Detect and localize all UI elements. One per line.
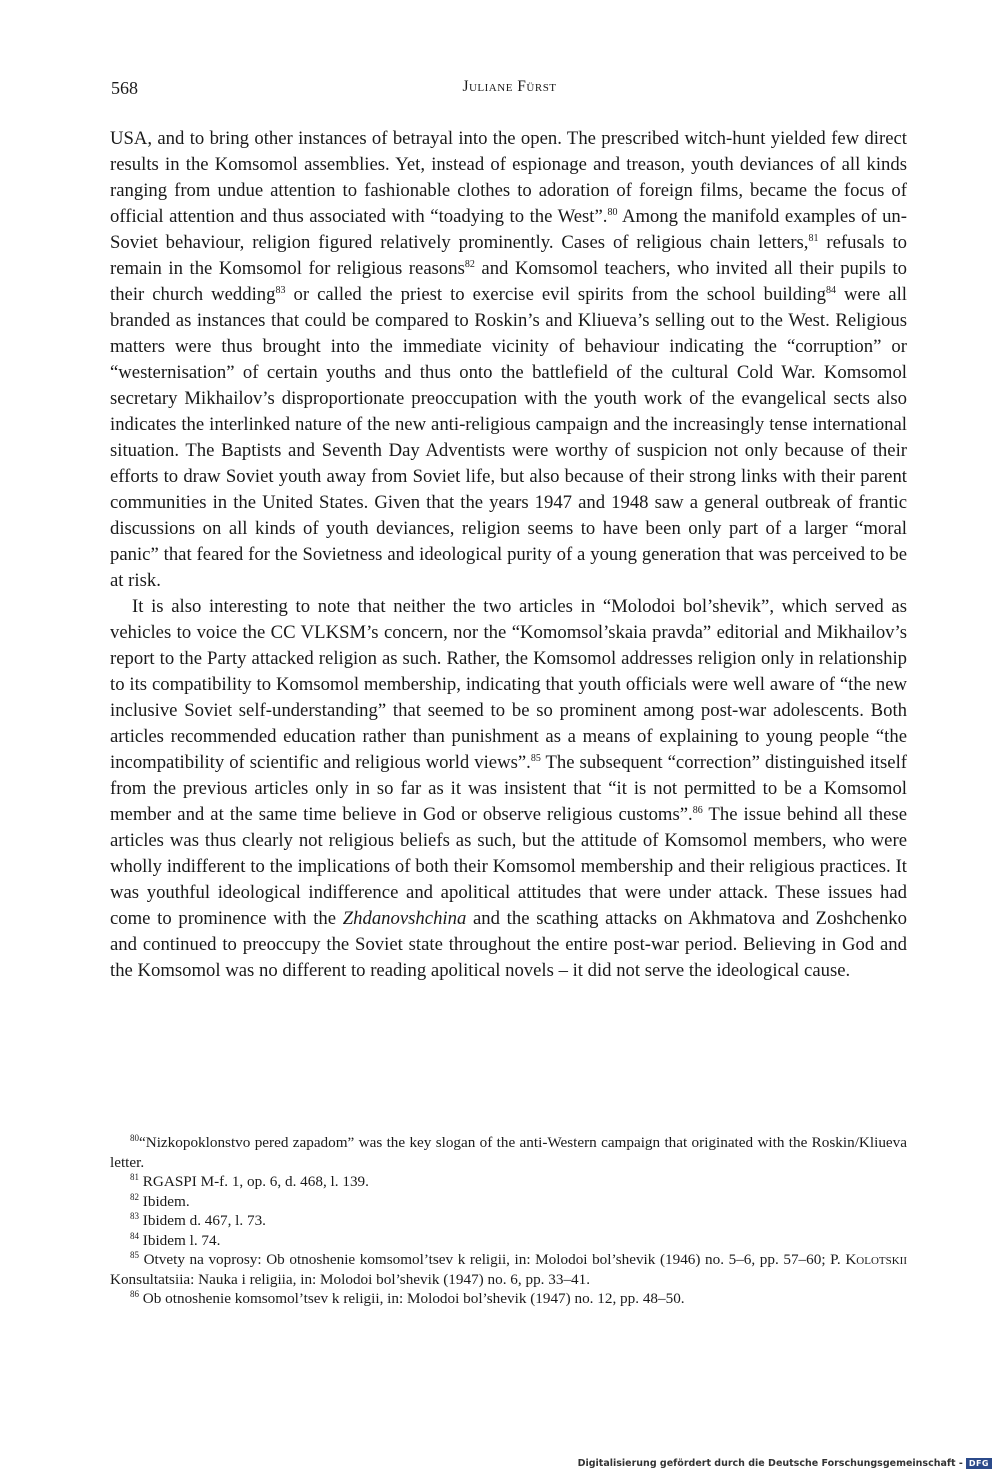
paragraph-2 xyxy=(110,594,907,984)
digitization-credit xyxy=(578,1458,992,1469)
footnote-text: RGASPI M-f. 1, op. 6, d. 468, l. 139. xyxy=(142,1173,369,1190)
footnote-text: Ibidem l. 74. xyxy=(142,1231,221,1249)
footnote-86 xyxy=(110,1289,907,1309)
footnote-number: 86 xyxy=(130,1289,139,1299)
footnote-number: 83 xyxy=(130,1211,139,1221)
text-run: or called the priest to exercise evil spirits from the school building xyxy=(285,284,826,305)
footnote-ref-84[interactable]: 84 xyxy=(825,285,836,296)
text-run: The issue behind all these articles was thus clearly not religious beliefs as such, but the attitude of Komsomol members, who were wholly indifferent to the implications of both their Komsomol membership and their religious practices. It was youthful ideological indifference and apolitical attitudes that were under attack. These issues had come to prominence with the xyxy=(110,804,907,929)
footnote-text: Ob otnoshenie komsomol’tsev k religii, in: Molodoi bol’shevik (1947) no. 12, pp. 48–50. xyxy=(142,1290,685,1307)
footnote-number: 82 xyxy=(130,1191,139,1202)
text-run: refusals to remain in the Komsomol for religious reasons xyxy=(110,232,907,279)
paragraph-1 xyxy=(110,126,907,594)
footnote-85 xyxy=(110,1250,907,1289)
footnote-number: 84 xyxy=(130,1230,139,1241)
text-run: The subsequent “correction” distinguished itself from the previous articles only in so far as it was insistent that “it is not permitted to be a Komsomol member and at the same time believe in God or observe religious customs”. xyxy=(110,752,907,825)
text-run: and the scathing attacks on Akhmatova and Zoshchenko and continued to preoccupy the Soviet state throughout the entire post-war period. Believing in God and the Komsomol was no different to reading apolitical novels – it did not serve the ideological cause. xyxy=(110,908,907,981)
running-head: Juliane Fürst xyxy=(462,78,557,95)
footnote-ref-80[interactable]: 80 xyxy=(607,207,618,218)
footnote-text: “Nizkopoklonstvo pered zapadom” was the key slogan of the anti-Western campaign that originated with the Roskin/Kliueva letter. xyxy=(110,1134,907,1171)
footnote-84 xyxy=(110,1231,907,1251)
body-text xyxy=(110,126,907,984)
page-header xyxy=(111,78,908,102)
footnote-author: Kolotskii xyxy=(845,1251,907,1268)
page-number: 568 xyxy=(111,78,138,98)
text-run: USA, and to bring other instances of betrayal into the open. The prescribed witch-hunt yielded few direct results in the Komsomol assemblies. Yet, instead of espionage and treason, youth deviances of all kinds ranging from undue attention to fashionable clothes to adoration of foreign films, became the focus of official attention and thus associated with “toadying to the West”. xyxy=(110,128,907,227)
footnote-ref-81[interactable]: 81 xyxy=(808,233,819,244)
text-run: and Komsomol teachers, who invited all their pupils to their church wedding xyxy=(110,258,907,305)
footnote-82 xyxy=(110,1192,907,1212)
footnote-text: Ibidem d. 467, l. 73. xyxy=(142,1212,266,1229)
footnote-text: Otvety na voprosy: Ob otnoshenie komsomol’tsev k religii, in: Molodoi bol’shevik (1946) no. 5–6, pp. 57–60; P. xyxy=(143,1251,846,1268)
credit-text: Digitalisierung gefördert durch die Deutsche Forschungsgemeinschaft - xyxy=(577,1458,963,1469)
footnote-text: Konsultatsiia: Nauka i religiia, in: Molodoi bol’shevik (1947) no. 6, pp. 33–41. xyxy=(110,1270,591,1288)
dfg-logo: DFG xyxy=(966,1458,992,1469)
footnotes xyxy=(110,1133,907,1309)
italic-term: Zhdanovshchina xyxy=(342,908,467,929)
footnote-ref-86[interactable]: 86 xyxy=(692,805,703,816)
footnote-ref-85[interactable]: 85 xyxy=(530,753,541,764)
footnote-number: 81 xyxy=(130,1172,139,1182)
footnote-ref-83[interactable]: 83 xyxy=(275,285,286,296)
text-run: Among the manifold examples of un-Soviet behaviour, religion figured relatively prominently. Cases of religious chain letters, xyxy=(110,206,907,253)
text-run: It is also interesting to note that neither the two articles in “Molodoi bol’shevik”, which served as vehicles to voice the CC VLKSM’s concern, nor the “Komomsol’skaia pravda” editorial and Mikhailov’s report to the Party attacked religion as such. Rather, the Komsomol addresses religion only in relationship to its compatibility to Komsomol membership, indicating that youth officials were well aware of “the new inclusive Soviet self-understanding” that seemed to be so prominent among post-war adolescents. Both articles recommended education rather than punishment as a means of explaining to young people “the incompatibility of scientific and religious world views”. xyxy=(110,596,907,773)
footnote-number: 80 xyxy=(130,1133,139,1143)
footnote-80 xyxy=(110,1133,907,1172)
footnote-ref-82[interactable]: 82 xyxy=(464,259,475,270)
footnote-number: 85 xyxy=(130,1250,139,1260)
text-run: were all branded as instances that could be compared to Roskin’s and Kliueva’s selling out to the West. Religious matters were thus brought into the immediate vicinity of behaviour indicating the “corruption” or “westernisation” of certain youths and thus onto the battlefield of the cultural Cold War. Komsomol secretary Mikhailov’s disproportionate preoccupation with the youth work of the evangelical sects also indicates the interlinked nature of the new anti-religious campaign and the increasingly tense international situation. The Baptists and Seventh Day Adventists were worthy of suspicion not only because of their efforts to draw Soviet youth away from Soviet life, but also because of their strong links with their parent communities in the United States. Given that the years 1947 and 1948 saw a general outbreak of frantic discussions on all kinds of youth deviances, religion seems to have been only part of a larger “moral panic” that feared for the Sovietness and ideological purity of a young generation that was perceived to be at risk. xyxy=(110,284,907,591)
footnote-text: Ibidem. xyxy=(142,1192,190,1210)
footnote-83 xyxy=(110,1211,907,1231)
footnote-81 xyxy=(110,1172,907,1192)
